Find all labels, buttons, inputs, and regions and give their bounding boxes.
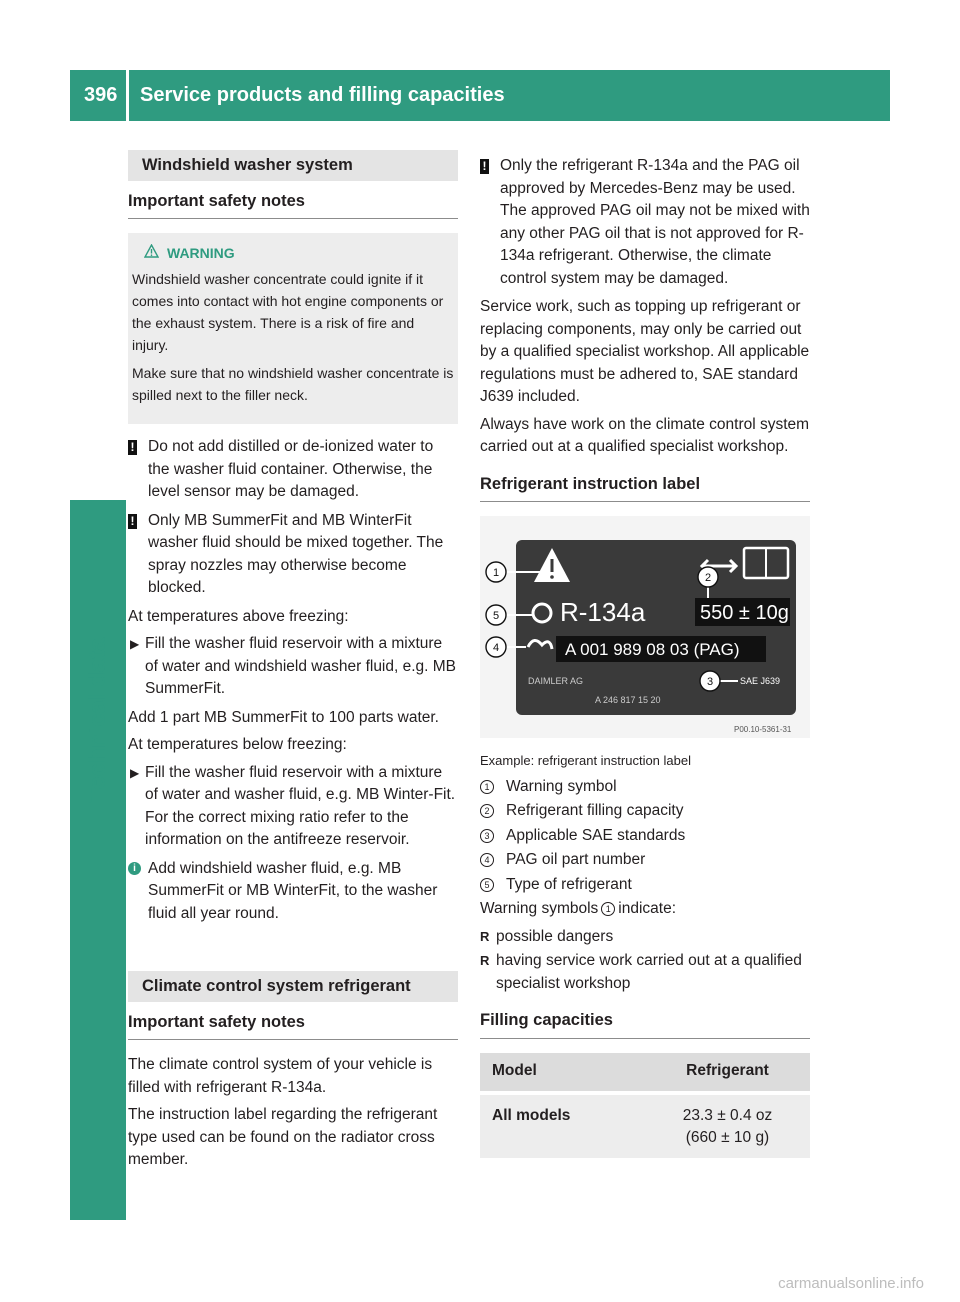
text-below-freezing: At temperatures below freezing: [128, 736, 347, 753]
label-capacity: 550 ± 10g [700, 602, 789, 624]
warning-text-2: Make sure that no windshield washer concentrate is spilled next to the filler neck. [132, 365, 454, 403]
warning-text-1: Windshield washer concentrate could ignite if it comes into contact with hot engine components or the exhaust system. There is a risk of fire and injury. [132, 271, 444, 353]
info-note [128, 858, 458, 926]
label-sae: SAE J639 [740, 676, 781, 686]
warning-box [128, 233, 458, 424]
step-below-freezing [128, 762, 458, 852]
page-title: Service products and filling capacities [140, 84, 505, 106]
warning-title-text: WARNING [167, 245, 235, 261]
figure-code: P00.10-5361-31 [734, 725, 792, 734]
subheading-safety-2: Important safety notes [128, 1011, 458, 1041]
exclamation-icon: ! [480, 159, 489, 174]
left-column [128, 150, 458, 1177]
page-number: 396 [84, 84, 118, 106]
table-header-row [480, 1053, 810, 1093]
bullet-item [480, 950, 810, 995]
section-heading-washer: Windshield washer system [128, 150, 458, 181]
exclamation-icon: ! [128, 514, 137, 529]
label-number: A 246 817 15 20 [595, 695, 661, 705]
header-separator [126, 70, 129, 121]
callout-item [480, 776, 810, 799]
callout-number: 4 [480, 853, 494, 867]
watermark: carmanualsonline.info [778, 1275, 924, 1292]
bullet-item [480, 926, 810, 949]
label-maker: DAIMLER AG [528, 676, 584, 686]
refrigerant-label-figure [480, 516, 810, 738]
subheading-safety-1: Important safety notes [128, 190, 458, 220]
note-pag-oil [480, 155, 810, 290]
table-cell-model: All models [480, 1093, 645, 1158]
callout-text: Type of refrigerant [506, 875, 632, 893]
callout-number-4: 4 [492, 642, 500, 654]
label-part-number: A 001 989 08 03 (PAG) [565, 640, 740, 659]
step-arrow-icon: ▶ [130, 637, 140, 651]
capacity-oz: 23.3 ± 0.4 oz [682, 1106, 773, 1124]
callout-text: Refrigerant filling capacity [506, 802, 684, 819]
callout-item [480, 874, 810, 897]
note-distilled-water [128, 436, 458, 504]
callout-item [480, 800, 810, 823]
step-extra-text: For the correct mixing ratio refer to the information on the antifreeze reservoir. [145, 808, 410, 848]
bullet-marker: R [480, 953, 490, 968]
warning-symbols-line [480, 898, 810, 921]
bullet-text: possible dangers [496, 927, 614, 945]
text-refrigerant-1: The climate control system of your vehicle is filled with refrigerant R-134a. [128, 1056, 433, 1096]
table-header-refrigerant: Refrigerant [645, 1053, 810, 1093]
callout-number-3: 3 [706, 676, 714, 688]
subheading-label: Refrigerant instruction label [480, 473, 810, 503]
callout-number-1: 1 [492, 567, 500, 579]
section-tab [70, 500, 126, 1220]
callout-text: PAG oil part number [506, 851, 646, 868]
info-icon: i [128, 862, 141, 875]
callout-marker-inline: 1 [601, 902, 615, 916]
step-arrow-icon: ▶ [130, 765, 140, 780]
callout-number-2: 2 [704, 572, 712, 584]
callout-text: Applicable SAE standards [506, 826, 686, 844]
text-above-freezing: At temperatures above freezing: [128, 607, 349, 625]
note-text: Only MB SummerFit and MB WinterFit washer fluid should be mixed together. The spray nozzles may otherwise become blocked. [148, 511, 444, 596]
exclamation-icon: ! [128, 440, 137, 455]
callout-item [480, 825, 810, 848]
callout-number: 5 [480, 878, 494, 892]
info-text: Add windshield washer fluid, e.g. MB SummerFit or MB WinterFit, to the washer fluid all year round. [148, 859, 438, 922]
section-heading-refrigerant: Climate control system refrigerant [128, 971, 458, 1002]
step-text: Fill the washer fluid reservoir with a mixture of water and washer fluid, e.g. MB Winter-Fit. [145, 763, 456, 803]
callout-number: 3 [480, 829, 494, 843]
step-above-freezing [128, 633, 458, 701]
filling-capacities-table [480, 1053, 810, 1158]
callout-text: Warning symbol [506, 777, 617, 795]
table-cell-refrigerant [645, 1093, 810, 1158]
warning-title [132, 242, 454, 264]
callout-number-5: 5 [492, 610, 500, 622]
warning-triangle-icon [144, 242, 159, 264]
subheading-filling: Filling capacities [480, 1009, 810, 1039]
step-text: Fill the washer fluid reservoir with a mixture of water and windshield washer fluid, e.g. MB SummerFit. [145, 635, 457, 697]
text-service-work: Service work, such as topping up refrigerant or replacing components, may only be carried out by a qualified specialist workshop. All applicable regulations must be adhered to, SAE standard J639 included. [480, 298, 810, 405]
text-workshop: Always have work on the climate control system carried out at a qualified specialist workshop. [480, 415, 810, 455]
bullet-marker: R [480, 928, 490, 944]
callout-item [480, 849, 810, 872]
note-mixing [128, 510, 458, 600]
note-text: Only the refrigerant R-134a and the PAG oil approved by Mercedes-Benz may be used. The approved PAG oil may not be mixed with any other PAG oil that is not approved for R-134a refrigerant. Otherwise, the climate control system may be damaged. [500, 157, 810, 287]
bullet-list [480, 926, 810, 996]
text-mix-ratio: Add 1 part MB SummerFit to 100 parts water. [128, 708, 439, 726]
section-title: Technical data [84, 637, 111, 803]
warning-symbols-post: indicate: [618, 900, 677, 917]
warning-symbols-pre: Warning symbols [480, 900, 599, 917]
note-text: Do not add distilled or de-ionized water to the washer fluid container. Otherwise, the level sensor may be damaged. [148, 438, 434, 500]
callout-list [480, 776, 810, 897]
table-header-model: Model [480, 1053, 645, 1093]
label-refrigerant-type: R-134a [560, 597, 646, 627]
bullet-text: having service work carried out at a qualified specialist workshop [496, 952, 802, 992]
callout-number: 2 [480, 804, 494, 818]
right-column [480, 155, 810, 1158]
table-row [480, 1093, 810, 1158]
text-refrigerant-2: The instruction label regarding the refrigerant type used can be found on the radiator cross member. [128, 1106, 438, 1168]
capacity-g: (660 ± 10 g) [685, 1129, 770, 1146]
figure-caption: Example: refrigerant instruction label [480, 753, 691, 768]
callout-number: 1 [480, 780, 494, 794]
